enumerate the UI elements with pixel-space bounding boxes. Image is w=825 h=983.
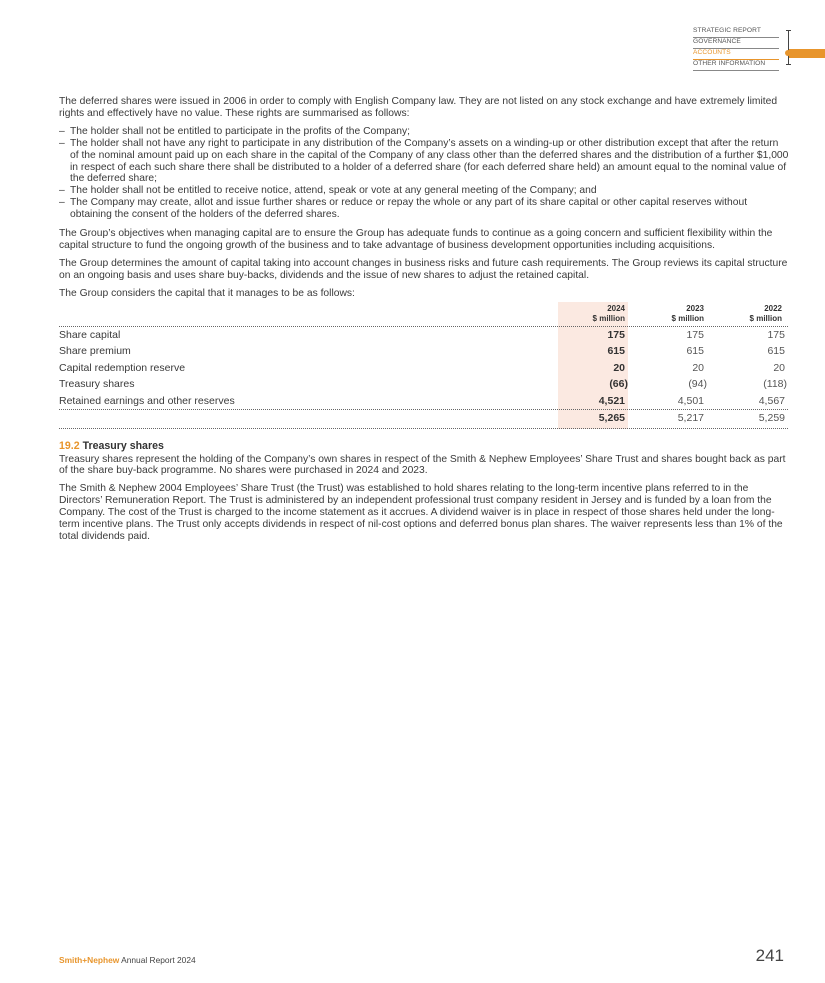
report-title: Annual Report 2024 <box>121 955 196 965</box>
column-year: 2023 <box>686 303 704 313</box>
row-label: Share capital <box>59 328 121 341</box>
column-unit: $ million <box>749 313 782 323</box>
capital-table-intro: The Group considers the capital that it manages to be as follows: <box>59 287 355 299</box>
employee-share-trust-paragraph: The Smith & Nephew 2004 Employees’ Share Trust (the Trust) was established to hold shares relating to the long-term incentive plans referred to in the Directors’ Remuneration Report. The Trust is administered by an independent professional trust company resident in Jersey and is funded by a loan from the Company. The cost of the Trust is charged to the income statement as it accrues. A dividend waiver is in place in respect of those shares held under the long-term incentive plans. The Trust only accepts dividends in respect of nil-cost options and deferred bonus plan shares. The waiver represents less than 1% of the total dividends paid. <box>59 483 783 542</box>
capital-table <box>59 302 788 432</box>
table-bottom-rule <box>59 428 788 429</box>
capital-structure-paragraph: The Group determines the amount of capital taking into account changes in business risks and future cash requirements. The Group reviews its capital structure on an ongoing basis and uses share buy-backs, dividends and the issue of new shares to adjust the retained capital. <box>59 257 788 281</box>
row-label: Share premium <box>59 344 131 357</box>
page-number: 241 <box>755 946 784 965</box>
value-2024: (66) <box>609 377 628 390</box>
value-2022: 20 <box>773 361 785 374</box>
deferred-shares-paragraph: The deferred shares were issued in 2006 in order to comply with English Company law. They are not listed on any stock exchange and have extremely limited rights and effectively have no value. These rights are summarised as follows: <box>59 96 778 119</box>
table-row <box>59 393 788 409</box>
column-year: 2022 <box>764 303 782 313</box>
table-row <box>59 343 788 359</box>
value-2023: 175 <box>686 328 704 341</box>
value-2023: 615 <box>686 344 704 357</box>
nav-governance[interactable]: GOVERNANCE <box>693 38 779 49</box>
rights-list-item: – The holder shall not be entitled to receive notice, attend, speak or vote at any general meeting of the Company; and <box>59 185 789 197</box>
nav-active-dot <box>785 50 791 56</box>
row-label: Capital redemption reserve <box>59 361 186 374</box>
nav-other-information[interactable]: OTHER INFORMATION <box>693 60 779 71</box>
total-2022: 5,259 <box>758 411 785 424</box>
treasury-shares-heading <box>59 441 789 453</box>
column-unit: $ million <box>671 313 704 323</box>
rights-list-item: – The holder shall not be entitled to participate in the profits of the Company; <box>59 126 789 138</box>
treasury-shares-paragraph: Treasury shares represent the holding of the Company’s own shares in respect of the Smith & Nephew Employees’ Share Trust and shares bought back as part of the share buy-back programme. No shares were purchased in 2024 and 2023. <box>59 453 786 477</box>
value-2022: 4,567 <box>758 394 785 407</box>
table-row <box>59 360 788 376</box>
value-2023: 4,501 <box>677 394 704 407</box>
rights-list-item: – The Company may create, allot and issue further shares or reduce or repay the whole or any part of its share capital or other capital reserves without obtaining the consent of the holders of the deferred shares. <box>59 197 789 221</box>
value-2022: 615 <box>767 344 785 357</box>
value-2022: (118) <box>763 377 787 390</box>
table-total-row <box>59 410 788 426</box>
value-2024: 20 <box>613 361 625 374</box>
column-header-2023 <box>639 304 704 324</box>
nav-active-tab <box>789 49 825 58</box>
nav-tick-top <box>786 30 791 31</box>
nav-track <box>788 30 789 65</box>
column-header-2024 <box>558 304 625 324</box>
total-2024: 5,265 <box>598 411 625 424</box>
row-label: Treasury shares <box>59 377 135 390</box>
value-2024: 175 <box>607 328 625 341</box>
section-title: Treasury shares <box>82 439 164 452</box>
column-unit: $ million <box>592 313 625 323</box>
value-2023: 20 <box>692 361 704 374</box>
total-2023: 5,217 <box>677 411 704 424</box>
page-footer <box>59 955 196 965</box>
value-2024: 4,521 <box>598 394 625 407</box>
value-2024: 615 <box>607 344 625 357</box>
row-label: Retained earnings and other reserves <box>59 394 235 407</box>
nav-accounts[interactable]: ACCOUNTS <box>693 49 779 60</box>
brand-name: Smith+Nephew <box>59 955 120 965</box>
nav-strategic-report[interactable]: STRATEGIC REPORT <box>693 27 779 38</box>
table-row <box>59 376 788 392</box>
rights-list-item: – The holder shall not have any right to participate in any distribution of the Company’s assets on a winding-up or other distribution except that after the return of the nominal amount paid up on each share in the capital of the Company of any class other than the deferred shares and the distribution of a further $1,000 in respect of each such share there shall be distributed to a holder of a deferred share (for each deferred share held) an amount equal to the nominal value of the deferred share; <box>59 138 789 186</box>
page-content <box>59 96 789 549</box>
capital-objectives-paragraph: The Group’s objectives when managing capital are to ensure the Group has adequate funds to continue as a going concern and sufficient flexibility within the capital structure to fund the ongoing growth of the business and to take advantage of business development opportunities including acquisitions. <box>59 228 773 251</box>
section-nav <box>693 27 779 71</box>
value-2023: (94) <box>688 377 707 390</box>
column-year: 2024 <box>607 303 625 313</box>
nav-tick-bottom <box>786 64 791 65</box>
table-row <box>59 327 788 343</box>
section-number: 19.2 <box>59 439 80 452</box>
deferred-shares-rights-list <box>59 126 789 221</box>
column-header-2022 <box>717 304 782 324</box>
value-2022: 175 <box>767 328 785 341</box>
